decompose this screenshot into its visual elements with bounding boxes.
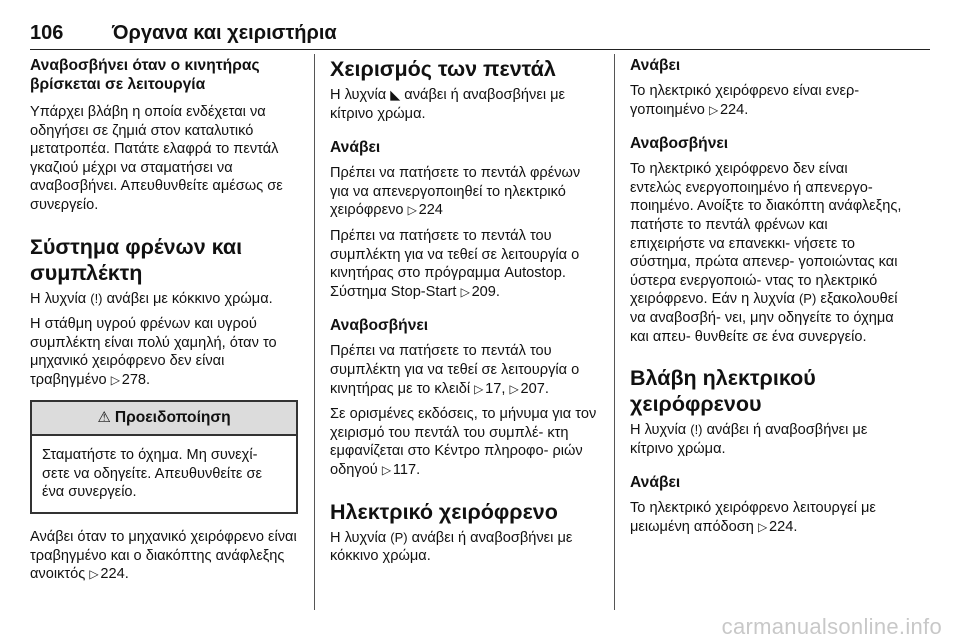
page-reference-arrow-icon: ▷ [407, 203, 417, 218]
paragraph-press-brake: Πρέπει να πατήσετε το πεντάλ φρένων για να απενεργοποιηθεί το ηλεκτρικό χειρόφρενο ▷ 224 [330, 165, 581, 219]
paragraph-fluid-level: Η στάθμη υγρού φρένων και υγρού συμπλέκτη είναι πολύ χαμηλή, όταν το μηχανικό χειρόφρενο δεν είναι τραβηγμένο ▷ 278. [30, 316, 277, 388]
parking-brake-icon: (P) [798, 291, 817, 307]
page-reference[interactable]: 17, [485, 380, 506, 397]
page-reference[interactable]: 117. [392, 461, 421, 478]
column-divider-2 [614, 54, 615, 610]
warning-box-header: ⚠ Προειδοποίηση [32, 402, 296, 437]
paragraph-pedal-lamp: Η λυχνία ◣ ανάβει ή αναβοσβήνει με κίτρινο χρώμα. [330, 87, 566, 122]
heading-pedal-operation: Χειρισμός των πεντάλ [330, 57, 556, 81]
page-reference-arrow-icon: ▷ [460, 284, 470, 299]
paragraph-epb-not-fully-active: Το ηλεκτρικό χειρόφρενο δεν είναι εντελώς ενεργοποιημένο ή απενεργο- ποιημένο. Ανοίξτε το διακόπτη ανάφλεξης, πατήστε το πεντάλ φρένων και επιχειρήστε να επανεκκι- νήσετε το σύστημα, πρώτα απενερ- γοποιώντας και ύστερα ενεργοποιώ- ντας το ηλεκτρικό χειρόφρενο. Εάν η λυχνία (P) εξακολουθεί να αναβοσβή- νει, μην οδηγείτε το όχημα και απευ- θυνθείτε σε ένα συνεργείο. [630, 161, 902, 345]
epb-fault-icon: (!) [690, 422, 703, 438]
paragraph-epb-fault-lamp: Η λυχνία (!) ανάβει ή αναβοσβήνει με κίτρινο χρώμα. [630, 422, 868, 457]
page-reference-arrow-icon: ▷ [381, 462, 392, 477]
page-reference[interactable]: 207. [520, 380, 549, 397]
page-reference-arrow-icon: ▷ [474, 381, 484, 396]
paragraph-press-clutch-key: Πρέπει να πατήσετε το πεντάλ του συμπλέκτη για να τεθεί σε λειτουργία ο κινητήρας με το κλειδί ▷ 17, ▷ 207. [330, 343, 580, 397]
page-reference-arrow-icon: ▷ [509, 381, 519, 396]
page-reference[interactable]: 209. [471, 283, 500, 300]
watermark: carmanualsonline.info [721, 614, 942, 639]
paragraph-epb-lamp: Η λυχνία (P) ανάβει ή αναβοσβήνει με κόκκινο χρώμα. [330, 529, 573, 565]
paragraph-press-clutch-autostop: Πρέπει να πατήσετε το πεντάλ του συμπλέκτη για να τεθεί σε λειτουργία ο κινητήρας στο πρόγραμμα Autostop. Σύστημα Stop-Start ▷ 209. [330, 227, 580, 300]
paragraph-driver-info-center: Σε ορισμένες εκδόσεις, το μήνυμα για τον χειρισμό του πεντάλ του συμπλέ- κτη εμφανίζεται στο Κέντρο πληροφο- ριών οδηγού ▷ 117. [330, 406, 597, 478]
page-reference[interactable]: 224. [768, 518, 798, 535]
paragraph-catalyst: Υπάρχει βλάβη η οποία ενδέχεται να οδηγήσει σε ζημιά στον καταλυτικό μετατροπέα. Πατάτε ελαφρά το πεντάλ γκαζιού μέχρι να σταματήσει να αναβοσβήνει. Απευθυνθείτε αμέσως σε συνεργείο. [30, 104, 283, 213]
heading-lights-up: Ανάβει [630, 57, 681, 74]
column-divider-1 [314, 54, 315, 610]
warning-box-text: Σταματήστε το όχημα. Μη συνεχί- σετε να οδηγείτε. Απευθυνθείτε σε ένα συνεργείο. [42, 447, 262, 501]
warning-box [30, 400, 298, 514]
page-reference-arrow-icon: ▷ [708, 102, 719, 117]
page-reference[interactable]: 224. [100, 566, 129, 583]
column-2 [330, 56, 598, 573]
heading-lights-up: Ανάβει [330, 139, 381, 157]
page-reference-arrow-icon: ▷ [757, 519, 768, 534]
warning-triangle-icon: ⚠ [97, 408, 111, 426]
heading-lights-up: Ανάβει [630, 474, 681, 492]
heading-epb-fault: Βλάβη ηλεκτρικού χειρόφρενου [630, 366, 816, 417]
column-1 [30, 56, 298, 591]
paragraph-epb-reduced: Το ηλεκτρικό χειρόφρενο λειτουργεί με μειωμένη απόδοση ▷ 224. [630, 500, 876, 535]
heading-electric-parking-brake: Ηλεκτρικό χειρόφρενο [330, 499, 558, 524]
heading-brake-clutch-system: Σύστημα φρένων και συμπλέκτη [30, 234, 243, 285]
page-title: Όργανα και χειριστήρια [112, 22, 337, 44]
paragraph-handbrake: Ανάβει όταν το μηχανικό χειρόφρενο είναι τραβηγμένο και ο διακόπτης ανάφλεξης ανοικτός ▷ 224. [30, 528, 297, 583]
brake-warning-icon: (!) [90, 290, 103, 306]
paragraph-epb-active: Το ηλεκτρικό χειρόφρενο είναι ενερ- γοποιημένο ▷ 224. [630, 83, 860, 118]
heading-flashes: Αναβοσβήνει [630, 135, 729, 153]
parking-brake-icon: (P) [390, 529, 408, 545]
header-rule [30, 49, 930, 50]
page-reference[interactable]: 278. [121, 371, 151, 388]
heading-flash-engine-running: Αναβοσβήνει όταν ο κινητήρας βρίσκεται σε λειτουργία [30, 57, 260, 93]
page-reference[interactable]: 224. [719, 101, 749, 118]
heading-flashes: Αναβοσβήνει [330, 317, 429, 335]
pedal-icon: ◣ [390, 87, 401, 102]
page-reference-arrow-icon: ▷ [89, 567, 99, 582]
page-reference[interactable]: 224 [418, 202, 443, 219]
page-reference-arrow-icon: ▷ [110, 372, 120, 387]
page-number: 106 [30, 22, 64, 44]
column-3 [630, 56, 902, 544]
paragraph-brake-lamp: Η λυχνία (!) ανάβει με κόκκινο χρώμα. [30, 290, 273, 307]
